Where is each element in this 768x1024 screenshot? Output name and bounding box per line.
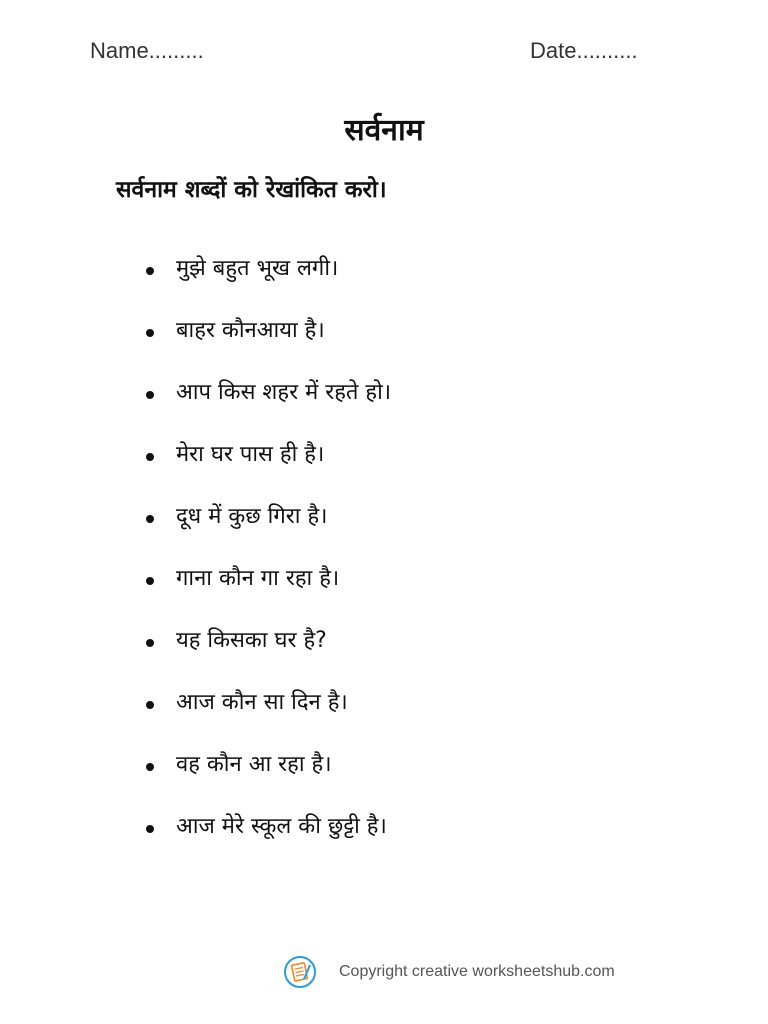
bullet-icon bbox=[146, 763, 154, 771]
list-item bbox=[146, 624, 391, 686]
bullet-icon bbox=[146, 391, 154, 399]
sentence-text: मुझे बहुत भूख लगी। bbox=[176, 256, 339, 281]
date-label: Date.......... bbox=[530, 38, 638, 63]
list-item bbox=[146, 686, 391, 748]
bullet-icon bbox=[146, 453, 154, 461]
sentence-text: बाहर कौनआया है। bbox=[176, 318, 325, 343]
list-item bbox=[146, 252, 391, 314]
sentence-text: मेरा घर पास ही है। bbox=[176, 442, 325, 467]
bullet-icon bbox=[146, 701, 154, 709]
list-item bbox=[146, 376, 391, 438]
footer bbox=[283, 954, 615, 990]
bullet-icon bbox=[146, 577, 154, 585]
list-item bbox=[146, 810, 391, 872]
worksheet-logo-icon bbox=[283, 955, 317, 989]
page-title bbox=[0, 108, 768, 149]
sentence-text: वह कौन आ रहा है। bbox=[176, 752, 332, 777]
copyright-text: Copyright creative worksheetshub.com bbox=[339, 963, 615, 980]
list-item bbox=[146, 314, 391, 376]
name-label: Name......... bbox=[90, 38, 204, 63]
sentence-text: गाना कौन गा रहा है। bbox=[176, 566, 340, 591]
sentence-list bbox=[146, 252, 391, 872]
bullet-icon bbox=[146, 639, 154, 647]
sentence-text: आप किस शहर में रहते हो। bbox=[176, 380, 392, 405]
sentence-text: यह किसका घर है? bbox=[176, 628, 327, 653]
instruction-text: सर्वनाम शब्दों को रेखांकित करो। bbox=[116, 177, 387, 203]
list-item bbox=[146, 748, 391, 810]
bullet-icon bbox=[146, 825, 154, 833]
sentence-text: दूध में कुछ गिरा है। bbox=[176, 504, 328, 529]
header-row bbox=[90, 38, 652, 72]
sentence-text: आज कौन सा दिन है। bbox=[176, 690, 348, 715]
sentence-text: आज मेरे स्कूल की छुट्टी है। bbox=[176, 814, 387, 839]
list-item bbox=[146, 438, 391, 500]
bullet-icon bbox=[146, 515, 154, 523]
list-item bbox=[146, 500, 391, 562]
list-item bbox=[146, 562, 391, 624]
page-title-text: सर्वनाम bbox=[344, 113, 424, 148]
bullet-icon bbox=[146, 267, 154, 275]
bullet-icon bbox=[146, 329, 154, 337]
